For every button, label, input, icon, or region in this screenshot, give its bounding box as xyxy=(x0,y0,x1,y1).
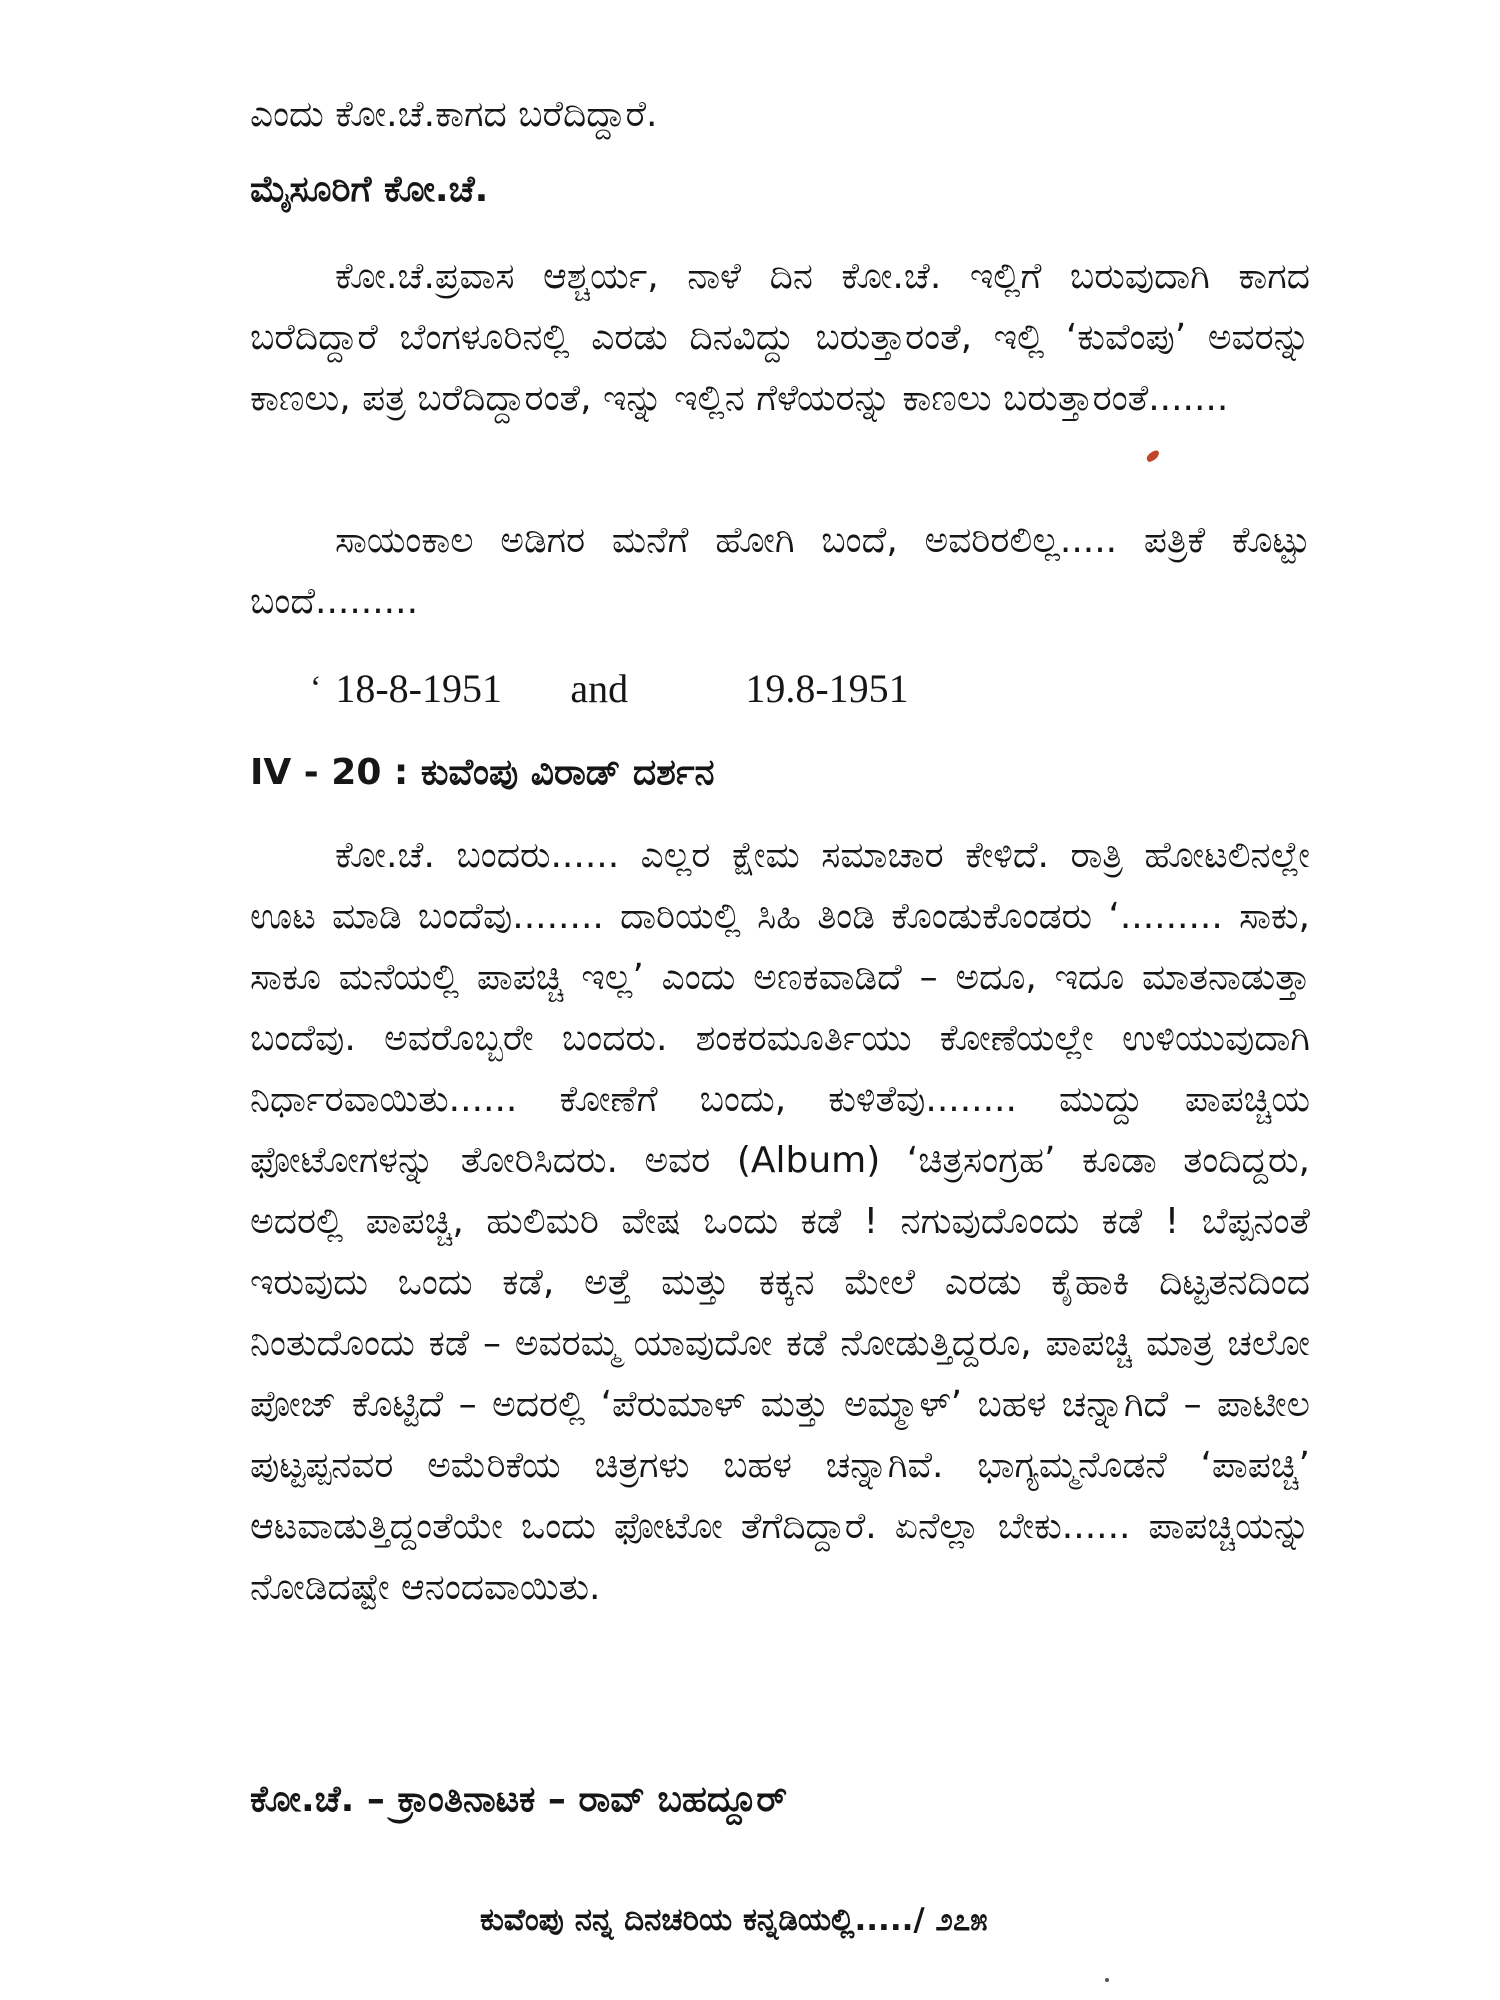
date-second: 19.8-1951 xyxy=(745,666,909,711)
section-heading-mysore: ಮೈಸೂರಿಗೆ ಕೋ.ಚೆ. xyxy=(250,169,489,210)
tick-mark: ‘ xyxy=(310,670,322,707)
date-conjunction: and xyxy=(570,666,629,711)
paragraph-travel: ಕೋ.ಚೆ.ಪ್ರವಾಸ ಆಶ್ಚರ್ಯ, ನಾಳೆ ದಿನ ಕೋ.ಚೆ. ಇಲ್ಲಿಗೆ ಬರುವುದಾಗಿ ಕಾಗದ ಬರೆದಿದ್ದಾರೆ ಬೆಂಗಳೂರಿನಲ್ಲಿ ಎರಡು ದಿನವಿದ್ದು ಬರುತ್ತಾರಂತೆ, ಇಲ್ಲಿ ‘ಕುವೆಂಪು’ ಅವರನ್ನು ಕಾಣಲು, ಪತ್ರ ಬರೆದಿದ್ದಾರಂತೆ, ಇನ್ನು ಇಲ್ಲಿನ ಗೆಳೆಯರನ್ನು ಕಾಣಲು ಬರುತ್ತಾರಂತೆ....... xyxy=(250,256,1310,419)
red-ink-mark xyxy=(1145,449,1161,463)
date-line xyxy=(310,664,1370,714)
paragraph-evening: ಸಾಯಂಕಾಲ ಅಡಿಗರ ಮನೆಗೆ ಹೋಗಿ ಬಂದೆ, ಅವರಿರಲಿಲ್ಲ..... ಪತ್ರಿಕೆ ಕೊಟ್ಟು ಬಂದೆ......... xyxy=(250,520,1310,622)
date-first: 18-8-1951 xyxy=(335,666,502,711)
page-dot xyxy=(1105,1978,1109,1982)
section-heading-kranti: ಕೋ.ಚೆ. – ಕ್ರಾಂತಿನಾಟಕ – ರಾವ್ ಬಹದ್ದೂರ್ xyxy=(250,1779,788,1820)
opening-line: ಎಂದು ಕೋ.ಚೆ.ಕಾಗದ ಬರೆದಿದ್ದಾರೆ. xyxy=(250,94,658,135)
section-heading-iv20: IV - 20 : ಕುವೆಂಪು ವಿರಾಡ್ ದರ್ಶನ xyxy=(250,752,715,793)
paragraph-visit: ಕೋ.ಚೆ. ಬಂದರು...... ಎಲ್ಲರ ಕ್ಷೇಮ ಸಮಾಚಾರ ಕೇಳಿದೆ. ರಾತ್ರಿ ಹೋಟಲಿನಲ್ಲೇ ಊಟ ಮಾಡಿ ಬಂದೆವು........ ದಾರಿಯಲ್ಲಿ ಸಿಹಿ ತಿಂಡಿ ಕೊಂಡುಕೊಂಡರು ‘......... ಸಾಕು, ಸಾಕೂ ಮನೆಯಲ್ಲಿ ಪಾಪಚ್ಚಿ ಇಲ್ಲ’ ಎಂದು ಅಣಕವಾಡಿದೆ – ಅದೂ, ಇದೂ ಮಾತನಾಡುತ್ತಾ ಬಂದೆವು. ಅವರೊಬ್ಬರೇ ಬಂದರು. ಶಂಕರಮೂರ್ತಿಯು ಕೋಣೆಯಲ್ಲೇ ಉಳಿಯುವುದಾಗಿ ನಿರ್ಧಾರವಾಯಿತು...... ಕೋಣೆಗೆ ಬಂದು, ಕುಳಿತೆವು........ ಮುದ್ದು ಪಾಪಚ್ಚಿಯ ಫೋಟೋಗಳನ್ನು ತೋರಿಸಿದರು. ಅವರ (Album) ‘ಚಿತ್ರಸಂಗ್ರಹ’ ಕೂಡಾ ತಂದಿದ್ದರು, ಅದರಲ್ಲಿ ಪಾಪಚ್ಚಿ, ಹುಲಿಮರಿ ವೇಷ ಒಂದು ಕಡೆ ! ನಗುವುದೊಂದು ಕಡೆ ! ಬೆಪ್ಪನಂತೆ ಇರುವುದು ಒಂದು ಕಡೆ, ಅತ್ತೆ ಮತ್ತು ಕಕ್ಕನ ಮೇಲೆ ಎರಡು ಕೈಹಾಕಿ ದಿಟ್ಟತನದಿಂದ ನಿಂತುದೊಂದು ಕಡೆ – ಅವರಮ್ಮ ಯಾವುದೋ ಕಡೆ ನೋಡುತ್ತಿದ್ದರೂ, ಪಾಪಚ್ಚಿ ಮಾತ್ರ ಚಲೋ ಪೋಜ್ ಕೊಟ್ಟಿದೆ – ಅದರಲ್ಲಿ ‘ಪೆರುಮಾಳ್ ಮತ್ತು ಅಮ್ಮಾಳ್’ ಬಹಳ ಚನ್ನಾಗಿದೆ – ಪಾಟೀಲ ಪುಟ್ಟಪ್ಪನವರ ಅಮೆರಿಕೆಯ ಚಿತ್ರಗಳು ಬಹಳ ಚನ್ನಾಗಿವೆ. ಭಾಗ್ಯಮ್ಮನೊಡನೆ ‘ಪಾಪಚ್ಚಿ’ ಆಟವಾಡುತ್ತಿದ್ದಂತೆಯೇ ಒಂದು ಫೋಟೋ ತೆಗೆದಿದ್ದಾರೆ. ಏನೆಲ್ಲಾ ಬೇಕು...... ಪಾಪಚ್ಚಿಯನ್ನು ನೋಡಿದಷ್ಟೇ ಆನಂದವಾಯಿತು. xyxy=(250,835,1310,1608)
page-footer: ಕುವೆಂಪು ನನ್ನ ದಿನಚರಿಯ ಕನ್ನಡಿಯಲ್ಲಿ...../ ೨೭೫ xyxy=(480,1902,988,1938)
